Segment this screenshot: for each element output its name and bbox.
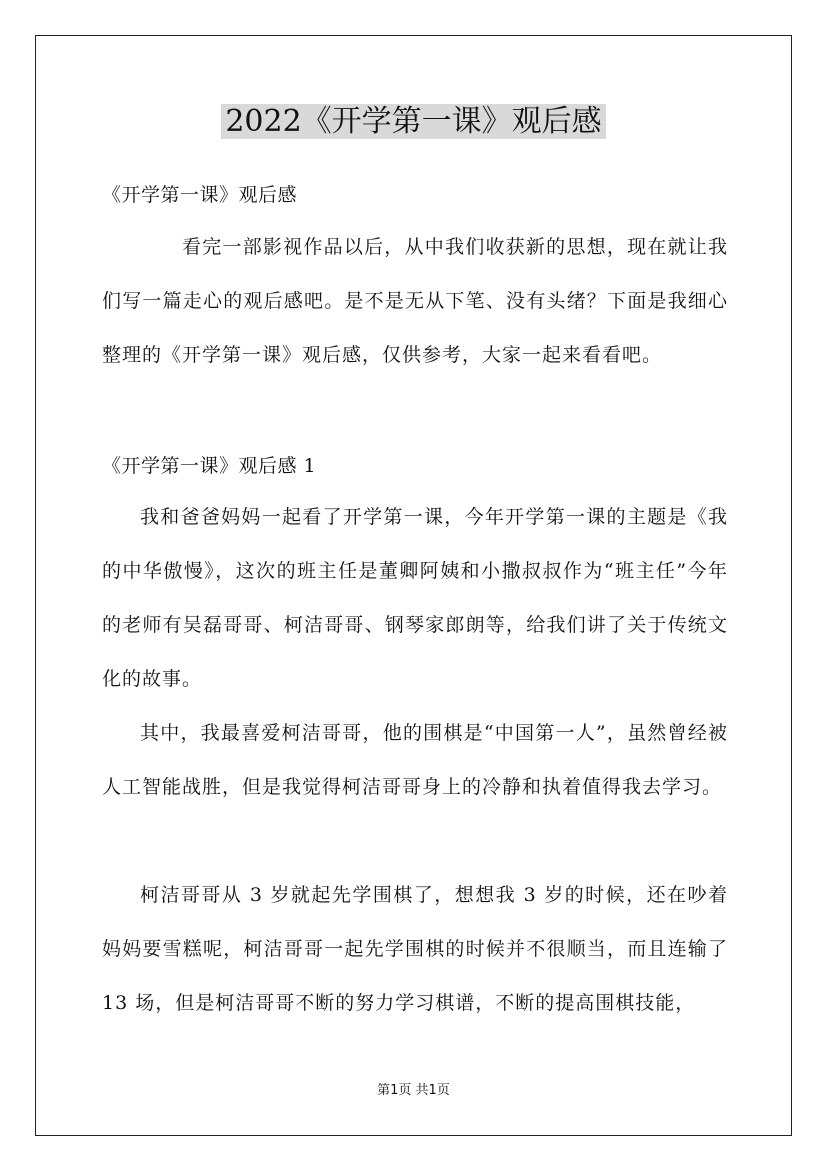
body-paragraph-1: 我和爸爸妈妈一起看了开学第一课，今年开学第一课的主题是《我的中华傲慢》，这次的班主任是董卿阿姨和小撒叔叔作为“班主任”今年的老师有吴磊哥哥、柯洁哥哥、钢琴家郎朗等，给我们讲了关于传统文化的故事。	[102, 506, 728, 690]
intro-paragraph: 看完一部影视作品以后，从中我们收获新的思想，现在就让我们写一篇走心的观后感吧。是不是无从下笔、没有头绪？下面是我细心整理的《开学第一课》观后感，仅供参考，大家一起来看看吧。	[102, 236, 728, 366]
body-paragraph-2: 其中，我最喜爱柯洁哥哥，他的围棋是“中国第一人”，虽然曾经被人工智能战胜，但是我觉得柯洁哥哥身上的冷静和执着值得我去学习。	[102, 722, 728, 798]
document-title	[0, 100, 827, 144]
body-paragraph-3: 柯洁哥哥从 3 岁就起先学围棋了，想想我 3 岁的时候，还在吵着妈妈要雪糕呢，柯洁哥哥一起先学围棋的时候并不很顺当，而且连输了 13 场，但是柯洁哥哥不断的努力学习棋谱，不断的提高围棋技能，	[102, 884, 728, 1014]
document-title-text: 2022《开学第一课》观后感	[221, 104, 605, 139]
page-footer: 第1页 共1页	[377, 1083, 450, 1098]
document-subtitle: 《开学第一课》观后感	[102, 184, 298, 206]
section-heading: 《开学第一课》观后感 1	[102, 455, 317, 477]
